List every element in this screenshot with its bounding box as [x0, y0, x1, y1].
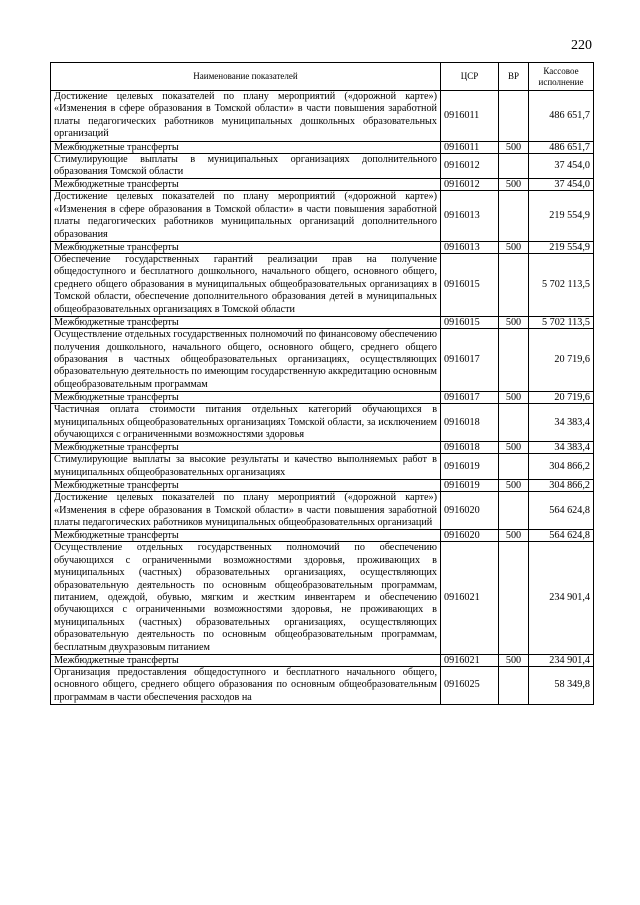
header-sum: Кассовое исполнение — [529, 63, 594, 91]
cell-sum: 234 901,4 — [529, 542, 594, 655]
cell-vr: 500 — [499, 655, 529, 667]
cell-csr: 0916017 — [441, 329, 499, 392]
cell-vr: 500 — [499, 442, 529, 454]
table-row — [51, 317, 594, 329]
cell-name: Обеспечение государственных гарантий реализации прав на получение общедоступного и бесплатного дошкольного, начального общего, основного общего, среднего общего образования в муниципальных общеобразовательных организациях в Томской области, обеспечение дополнительного образования детей в муниципальных общеобразовательных организациях в Томской области — [51, 254, 441, 317]
cell-name: Межбюджетные трансферты — [51, 655, 441, 667]
cell-vr — [499, 542, 529, 655]
cell-sum: 234 901,4 — [529, 655, 594, 667]
table-row — [51, 480, 594, 492]
cell-csr: 0916015 — [441, 254, 499, 317]
table-row — [51, 91, 594, 142]
cell-name: Межбюджетные трансферты — [51, 480, 441, 492]
cell-name: Межбюджетные трансферты — [51, 317, 441, 329]
cell-sum: 20 719,6 — [529, 392, 594, 404]
table-row — [51, 667, 594, 705]
cell-sum: 34 383,4 — [529, 404, 594, 442]
cell-name: Осуществление отдельных государственных полномочий по обеспечению обучающихся с ограниченными возможностями здоровья, проживающих в муниципальных (частных) образовательных организациях, осуществляющих образовательную деятельность по основным общеобразовательным программам, питанием, одеждой, обувью, мягким и жестким инвентарем и обеспечению обучающихся с ограниченными возможностями здоровья, не проживающих в муниципальных (частных) образовательных организациях, осуществляющих образовательную деятельность по основным общеобразовательным программам, бесплатным двухразовым питанием — [51, 542, 441, 655]
cell-name: Достижение целевых показателей по плану мероприятий («дорожной карте») «Изменения в сфере образования в Томской области» в части повышения заработной платы педагогических работников муниципальных организаций дополнительного образования — [51, 191, 441, 242]
cell-csr: 0916020 — [441, 530, 499, 542]
table-row — [51, 191, 594, 242]
cell-csr: 0916020 — [441, 492, 499, 530]
header-name: Наименование показателей — [51, 63, 441, 91]
cell-sum: 219 554,9 — [529, 242, 594, 254]
cell-sum: 5 702 113,5 — [529, 317, 594, 329]
cell-csr: 0916017 — [441, 392, 499, 404]
cell-sum: 37 454,0 — [529, 153, 594, 179]
cell-name: Межбюджетные трансферты — [51, 141, 441, 153]
cell-csr: 0916012 — [441, 179, 499, 191]
cell-name: Достижение целевых показателей по плану мероприятий («дорожной карте») «Изменения в сфере образования в Томской области» в части повышения заработной платы педагогических работников муниципальных общеобразовательных организаций — [51, 492, 441, 530]
table-row — [51, 242, 594, 254]
cell-vr — [499, 191, 529, 242]
table-row — [51, 179, 594, 191]
cell-csr: 0916019 — [441, 454, 499, 480]
cell-name: Межбюджетные трансферты — [51, 242, 441, 254]
table-row — [51, 392, 594, 404]
cell-csr: 0916013 — [441, 191, 499, 242]
page-number: 220 — [571, 38, 592, 53]
cell-csr: 0916013 — [441, 242, 499, 254]
cell-sum: 564 624,8 — [529, 492, 594, 530]
table-row — [51, 254, 594, 317]
table-row — [51, 492, 594, 530]
table-row — [51, 530, 594, 542]
cell-vr: 500 — [499, 530, 529, 542]
cell-csr: 0916021 — [441, 655, 499, 667]
budget-table — [50, 62, 594, 705]
cell-vr — [499, 153, 529, 179]
table-row — [51, 141, 594, 153]
table-row — [51, 542, 594, 655]
cell-vr: 500 — [499, 141, 529, 153]
cell-sum: 37 454,0 — [529, 179, 594, 191]
table-row — [51, 454, 594, 480]
cell-sum: 20 719,6 — [529, 329, 594, 392]
table-header-row — [51, 63, 594, 91]
cell-sum: 486 651,7 — [529, 91, 594, 142]
cell-sum: 304 866,2 — [529, 454, 594, 480]
cell-sum: 304 866,2 — [529, 480, 594, 492]
cell-csr: 0916012 — [441, 153, 499, 179]
cell-vr: 500 — [499, 317, 529, 329]
cell-vr: 500 — [499, 179, 529, 191]
cell-vr — [499, 454, 529, 480]
header-csr: ЦСР — [441, 63, 499, 91]
cell-csr: 0916011 — [441, 141, 499, 153]
cell-name: Межбюджетные трансферты — [51, 530, 441, 542]
cell-name: Достижение целевых показателей по плану мероприятий («дорожной карте») «Изменения в сфере образования в Томской области» в части повышения заработной платы педагогических работников муниципальных дошкольных образовательных организаций — [51, 91, 441, 142]
header-vr: ВР — [499, 63, 529, 91]
cell-name: Стимулирующие выплаты в муниципальных организациях дополнительного образования Томской области — [51, 153, 441, 179]
cell-csr: 0916018 — [441, 404, 499, 442]
table-row — [51, 442, 594, 454]
cell-vr — [499, 91, 529, 142]
cell-name: Частичная оплата стоимости питания отдельных категорий обучающихся в муниципальных общеобразовательных организациях Томской области, за исключением обучающихся с ограниченными возможностями здоровья — [51, 404, 441, 442]
cell-vr: 500 — [499, 480, 529, 492]
cell-name: Межбюджетные трансферты — [51, 392, 441, 404]
cell-vr — [499, 404, 529, 442]
cell-sum: 58 349,8 — [529, 667, 594, 705]
cell-sum: 34 383,4 — [529, 442, 594, 454]
cell-sum: 219 554,9 — [529, 191, 594, 242]
cell-name: Межбюджетные трансферты — [51, 442, 441, 454]
cell-vr — [499, 667, 529, 705]
table-row — [51, 153, 594, 179]
cell-csr: 0916018 — [441, 442, 499, 454]
cell-csr: 0916015 — [441, 317, 499, 329]
cell-sum: 486 651,7 — [529, 141, 594, 153]
cell-sum: 564 624,8 — [529, 530, 594, 542]
cell-vr: 500 — [499, 242, 529, 254]
table-row — [51, 329, 594, 392]
table-row — [51, 655, 594, 667]
cell-vr: 500 — [499, 392, 529, 404]
table-row — [51, 404, 594, 442]
cell-name: Межбюджетные трансферты — [51, 179, 441, 191]
cell-vr — [499, 254, 529, 317]
cell-sum: 5 702 113,5 — [529, 254, 594, 317]
cell-csr: 0916019 — [441, 480, 499, 492]
cell-csr: 0916021 — [441, 542, 499, 655]
cell-vr — [499, 492, 529, 530]
cell-csr: 0916025 — [441, 667, 499, 705]
cell-vr — [499, 329, 529, 392]
cell-name: Осуществление отдельных государственных полномочий по финансовому обеспечению получения дошкольного, начального общего, основного общего, среднего общего образования в частных общеобразовательных организациях, осуществляющих образовательную деятельность по имеющим государственную аккредитацию основным общеобразовательным программам — [51, 329, 441, 392]
cell-csr: 0916011 — [441, 91, 499, 142]
cell-name: Организация предоставления общедоступного и бесплатного начального общего, основного общего, среднего общего образования по основным общеобразовательным программам в части обеспечения расходов на — [51, 667, 441, 705]
cell-name: Стимулирующие выплаты за высокие результаты и качество выполняемых работ в муниципальных общеобразовательных организациях — [51, 454, 441, 480]
